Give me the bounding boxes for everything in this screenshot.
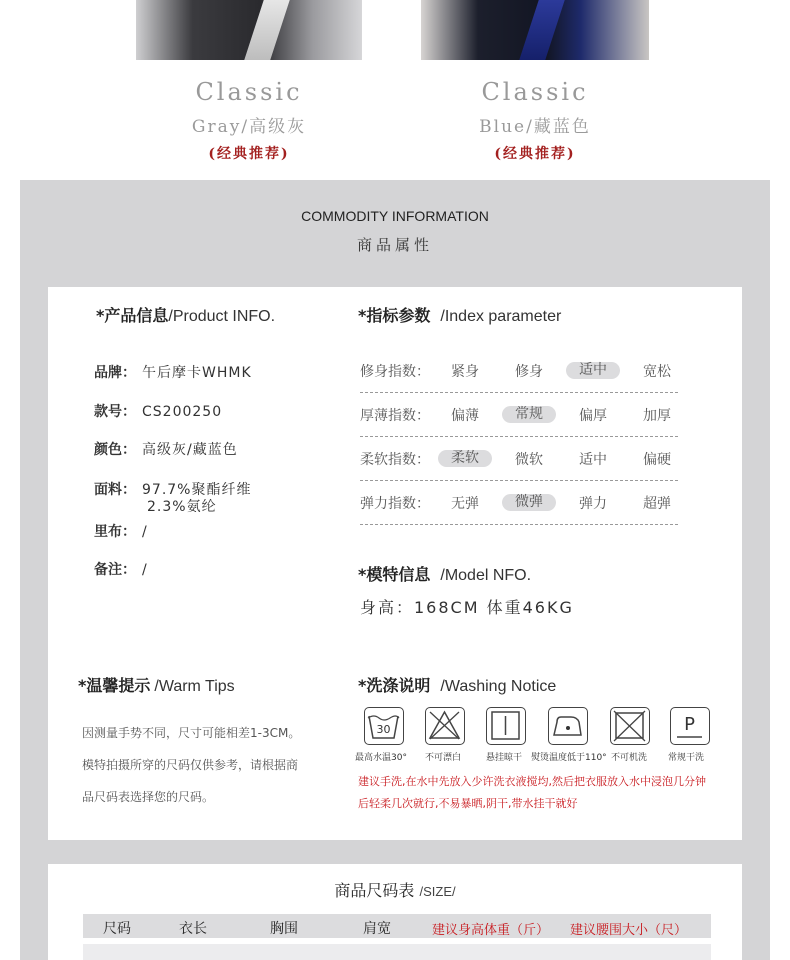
iron-110-icon bbox=[548, 707, 588, 745]
param-row bbox=[360, 437, 678, 481]
product-photo-blue bbox=[421, 0, 649, 60]
param-row bbox=[360, 393, 678, 437]
caption-recommend: (经典推荐) bbox=[208, 146, 290, 162]
field-lining: 里布： / bbox=[94, 524, 148, 540]
param-option: 偏硬 bbox=[643, 452, 671, 468]
param-option: 无弹 bbox=[451, 496, 479, 512]
index-param-heading: *指标参数 /Index parameter bbox=[358, 306, 562, 325]
wash-temp-text: 30 bbox=[376, 723, 391, 736]
param-row bbox=[360, 349, 678, 393]
field-fabric: 面料： 97.7%聚酯纤维 bbox=[94, 482, 252, 498]
washing-heading: *洗涤说明 /Washing Notice bbox=[358, 676, 557, 695]
wash-label: 最高水温30° bbox=[355, 753, 407, 763]
washing-note-line1: 建议手洗,在水中先放入少许洗衣液搅均,然后把衣服放入水中浸泡几分钟 bbox=[358, 775, 706, 788]
band-subtitle: 商品属性 bbox=[356, 236, 433, 254]
model-info-text: 身高：168CM 体重46KG bbox=[360, 598, 574, 617]
size-col-header: 尺码 bbox=[103, 921, 131, 937]
washing-note-line2: 后轻柔几次就行,不易暴晒,阴干,带水挂干就好 bbox=[358, 797, 578, 810]
tips-line: 品尺码表选择您的尺码。 bbox=[82, 790, 215, 804]
caption-blue bbox=[420, 78, 650, 163]
tips-line: 模特拍摄所穿的尺码仅供参考，请根据商 bbox=[82, 758, 299, 772]
wash-label: 不可机洗 bbox=[611, 753, 648, 763]
scarf-shape bbox=[519, 0, 564, 60]
product-info-heading: *产品信息/Product INFO. bbox=[96, 306, 276, 325]
param-option: 微软 bbox=[515, 452, 543, 468]
no-bleach-icon bbox=[425, 707, 465, 745]
wash-label: 不可漂白 bbox=[425, 753, 462, 763]
wash-30-icon bbox=[364, 707, 404, 745]
hang-dry-icon bbox=[486, 707, 526, 745]
info-card bbox=[48, 287, 742, 840]
param-option: 弹力 bbox=[579, 496, 607, 512]
field-style-no: 款号： CS200250 bbox=[94, 404, 223, 420]
param-option: 加厚 bbox=[643, 408, 671, 424]
param-option: 偏厚 bbox=[579, 408, 607, 424]
param-option: 超弹 bbox=[643, 496, 671, 512]
param-label: 柔软指数： bbox=[360, 452, 430, 468]
warm-tips-heading: *温馨提示 /Warm Tips bbox=[78, 676, 235, 695]
param-option: 适中 bbox=[579, 452, 607, 468]
param-option: 修身 bbox=[515, 364, 543, 380]
caption-gray bbox=[134, 78, 364, 163]
field-color: 颜色： 高级灰/藏蓝色 bbox=[94, 442, 238, 458]
wash-label: 熨烫温度低于110° bbox=[531, 753, 607, 763]
scarf-shape bbox=[244, 0, 289, 60]
product-photo-gray bbox=[136, 0, 362, 60]
band-title: COMMODITY INFORMATION bbox=[301, 208, 489, 224]
param-label: 修身指数： bbox=[360, 364, 430, 380]
no-machine-wash-icon bbox=[610, 707, 650, 745]
param-option-selected: 常规 bbox=[502, 406, 556, 423]
size-col-header: 建议腰围大小（尺） bbox=[570, 923, 688, 938]
size-card bbox=[48, 864, 742, 960]
field-fabric-line2: 2.3%氨纶 bbox=[147, 499, 217, 515]
param-label: 弹力指数： bbox=[360, 496, 430, 512]
size-col-header: 衣长 bbox=[179, 921, 207, 937]
param-option-selected: 柔软 bbox=[438, 450, 492, 467]
commodity-info-band bbox=[20, 180, 770, 960]
param-option-selected: 适中 bbox=[566, 362, 620, 379]
param-option: 偏薄 bbox=[451, 408, 479, 424]
size-table-row bbox=[83, 944, 711, 960]
wash-label: 悬挂晾干 bbox=[486, 753, 523, 763]
model-info-heading: *模特信息 /Model NFO. bbox=[358, 565, 532, 584]
field-brand: 品牌： 午后摩卡WHMK bbox=[94, 365, 252, 381]
dry-clean-icon bbox=[670, 707, 710, 745]
param-option: 宽松 bbox=[643, 364, 671, 380]
caption-title: Classic bbox=[481, 78, 589, 106]
caption-color: Blue/藏蓝色 bbox=[479, 117, 591, 137]
caption-recommend: (经典推荐) bbox=[494, 146, 576, 162]
param-row bbox=[360, 481, 678, 525]
size-table-header bbox=[83, 914, 711, 938]
param-label: 厚薄指数： bbox=[360, 408, 430, 424]
size-title: 商品尺码表 /SIZE/ bbox=[334, 881, 456, 900]
caption-color: Gray/高级灰 bbox=[191, 117, 307, 137]
tips-line: 因测量手势不同，尺寸可能相差1-3CM。 bbox=[82, 726, 301, 740]
size-col-header: 建议身高体重（斤） bbox=[432, 923, 550, 938]
param-option-selected: 微弹 bbox=[502, 494, 556, 511]
field-remark: 备注： / bbox=[94, 562, 148, 578]
size-col-header: 肩宽 bbox=[363, 921, 391, 937]
param-option: 紧身 bbox=[451, 364, 479, 380]
caption-title: Classic bbox=[195, 78, 303, 106]
dry-clean-text: P bbox=[684, 714, 695, 735]
size-col-header: 胸围 bbox=[270, 921, 298, 937]
wash-label: 常规干洗 bbox=[668, 753, 705, 763]
